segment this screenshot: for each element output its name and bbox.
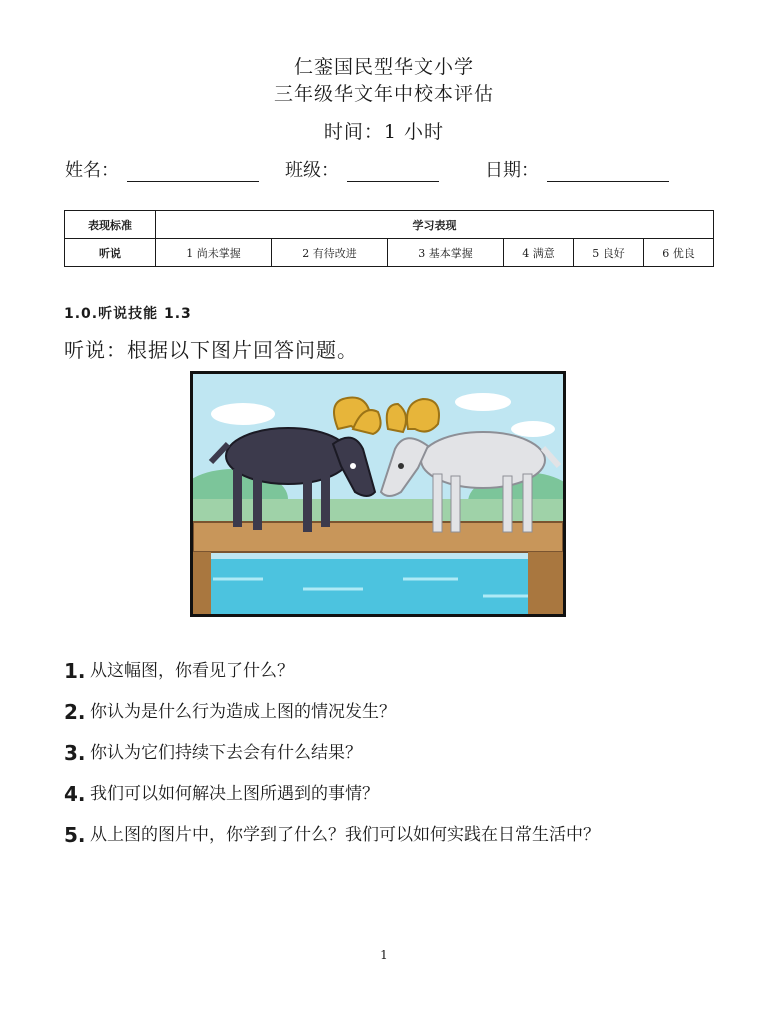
table-row-label: 听说 — [65, 239, 156, 267]
name-field[interactable] — [65, 156, 259, 182]
instruction-text: 听说：根据以下图片回答问题。 — [64, 338, 358, 362]
assessment-table — [64, 210, 714, 267]
time-allowed: 时间：1 小时 — [323, 121, 445, 143]
table-header-standard: 表现标准 — [65, 211, 156, 239]
class-blank[interactable] — [347, 161, 439, 182]
question-item — [64, 740, 684, 766]
water — [193, 559, 563, 614]
question-text: 你认为它们持续下去会有什么结果？ — [90, 743, 362, 763]
question-number: 5. — [64, 823, 86, 847]
cloud — [511, 421, 555, 437]
cloud — [455, 393, 511, 411]
school-name: 仁銮国民型华文小学 — [293, 56, 474, 78]
exam-title: 三年级华文年中校本评估 — [273, 83, 494, 105]
date-label: 日期： — [485, 160, 539, 181]
question-item — [64, 699, 684, 725]
name-blank[interactable] — [127, 161, 259, 182]
question-item — [64, 658, 684, 684]
section-heading: 1.0.听说技能 1.3 — [64, 306, 192, 322]
question-number: 2. — [64, 700, 86, 724]
level-cell: 2 有待改进 — [271, 239, 387, 267]
level-cell: 1 尚未掌握 — [156, 239, 272, 267]
level-cell: 5 良好 — [573, 239, 643, 267]
illustration-svg — [193, 374, 563, 614]
bridge-post-right — [528, 552, 563, 614]
question-list — [64, 658, 684, 863]
class-label: 班级： — [285, 160, 339, 181]
name-label: 姓名： — [65, 160, 119, 181]
bridge-post-left — [193, 552, 211, 614]
question-number: 3. — [64, 741, 86, 765]
question-text: 从上图的图片中，你学到了什么？我们可以如何实践在日常生活中？ — [90, 825, 600, 845]
level-cell: 3 基本掌握 — [387, 239, 503, 267]
goats-on-bridge-illustration — [190, 371, 566, 617]
table-header-performance: 学习表现 — [156, 211, 714, 239]
page-number: 1 — [380, 948, 388, 962]
question-item — [64, 822, 684, 848]
question-text: 从这幅图，你看见了什么？ — [90, 661, 294, 681]
level-cell: 6 优良 — [643, 239, 713, 267]
question-item — [64, 781, 684, 807]
question-text: 我们可以如何解决上图所遇到的事情？ — [90, 784, 379, 804]
question-number: 1. — [64, 659, 86, 683]
student-info-row — [65, 156, 705, 184]
question-text: 你认为是什么行为造成上图的情况发生？ — [90, 702, 396, 722]
table-row — [65, 239, 714, 267]
class-field[interactable] — [285, 156, 439, 182]
table-header-row — [65, 211, 714, 239]
level-cell: 4 满意 — [503, 239, 573, 267]
question-number: 4. — [64, 782, 86, 806]
date-blank[interactable] — [547, 161, 669, 182]
date-field[interactable] — [485, 156, 669, 182]
cloud — [211, 403, 275, 425]
